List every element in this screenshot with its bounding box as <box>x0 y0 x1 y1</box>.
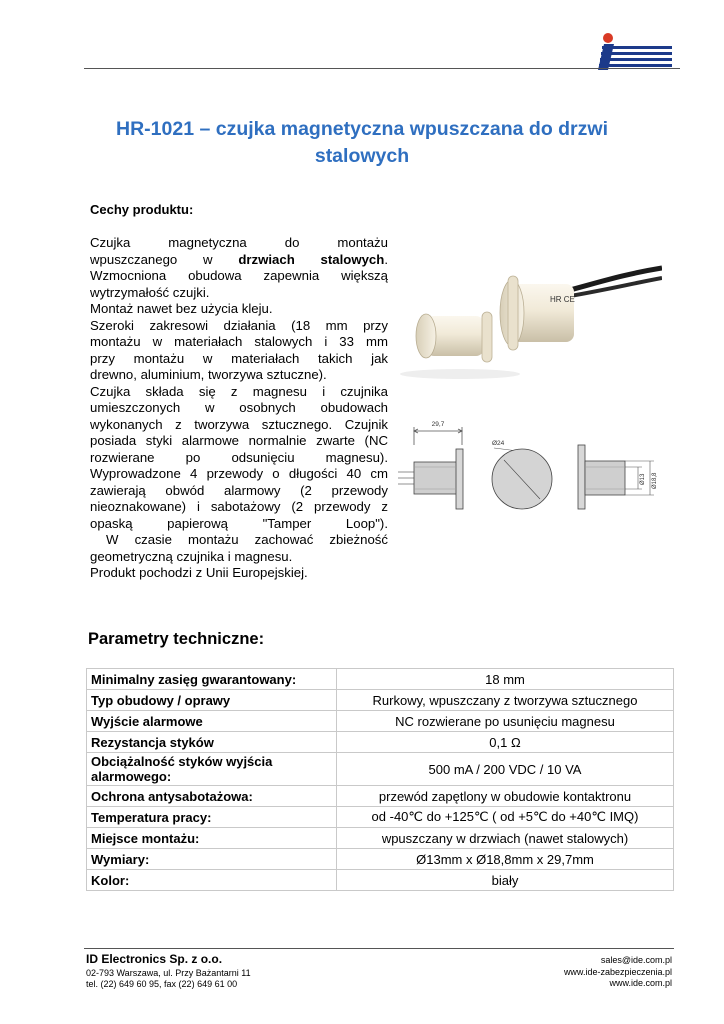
svg-text:Ø24: Ø24 <box>492 440 505 447</box>
page-title: HR-1021 – czujka magnetyczna wpuszczana do drzwi stalowych <box>116 118 608 167</box>
phone-line: tel. (22) 649 60 95, fax (22) 649 61 00 <box>86 979 238 989</box>
table-row <box>87 870 674 891</box>
param-value: 18 mm <box>337 669 674 690</box>
param-key: Miejsce montażu: <box>87 828 337 849</box>
param-key: Minimalny zasięg gwarantowany: <box>87 669 337 690</box>
table-row <box>87 753 674 786</box>
desc-line: przy montażu w materiałach takich jak <box>90 350 388 366</box>
desc-line: nieoznakowane) i sabotażowy (2 przewody z <box>90 499 388 514</box>
table-row <box>87 786 674 807</box>
desc-line: posiada styki alarmowe normalnie zwarte (NC <box>90 433 388 448</box>
desc-line: Wzmocniona obudowa zapewnia większą <box>90 268 388 283</box>
desc-line: wpuszczanego w drzwiach stalowych. <box>90 251 388 267</box>
params-heading: Parametry techniczne: <box>88 630 265 648</box>
table-row <box>87 669 674 690</box>
param-key: Typ obudowy / oprawy <box>87 690 337 711</box>
params-table <box>86 668 674 891</box>
technical-drawing <box>398 415 668 525</box>
table-row <box>87 828 674 849</box>
param-key: Temperatura pracy: <box>87 807 337 828</box>
features-heading: Cechy produktu: <box>90 202 194 217</box>
svg-text:29,7: 29,7 <box>431 421 445 428</box>
param-value: wpuszczany w drzwiach (nawet stalowych) <box>337 828 674 849</box>
param-key: Wyjście alarmowe <box>87 711 337 732</box>
desc-line: Szeroki zakresowi działania (18 mm przy <box>90 317 388 333</box>
param-value: NC rozwierane po usunięciu magnesu <box>337 711 674 732</box>
footer-contact <box>564 955 672 990</box>
desc-line: W czasie montażu zachować zbieżność <box>90 532 388 547</box>
svg-text:HR CE: HR CE <box>550 295 575 304</box>
desc-line: Czujka magnetyczna do montażu <box>90 235 388 250</box>
param-value: biały <box>337 870 674 891</box>
desc-line: geometryczną czujnika i magnesu. <box>90 548 293 564</box>
footer-address <box>86 968 251 990</box>
param-value: przewód zapętlony w obudowie kontaktronu <box>337 786 674 807</box>
desc-line: Montaż nawet bez użycia kleju. <box>90 301 273 316</box>
table-row <box>87 690 674 711</box>
desc-line: zawierają obwód alarmowy (2 przewody <box>90 482 388 498</box>
table-row <box>87 849 674 870</box>
ide-logo <box>598 28 676 72</box>
param-value: od -40℃ do +125℃ ( od +5℃ do +40℃ IMQ) <box>337 807 674 828</box>
table-row <box>87 732 674 753</box>
desc-line: umieszczonych w osobnych obudowach <box>90 400 388 415</box>
desc-line: opaską papierową "Tamper Loop"). <box>90 515 388 531</box>
param-value: Ø13mm x Ø18,8mm x 29,7mm <box>337 849 674 870</box>
desc-line: wytrzymałość czujki. <box>90 284 210 300</box>
table-row <box>87 807 674 828</box>
desc-line: montażu w materiałach stalowych i 33 mm <box>90 334 388 349</box>
param-value: Rurkowy, wpuszczany z tworzywa sztucznego <box>337 690 674 711</box>
table-row <box>87 711 674 732</box>
svg-text:Ø18,8: Ø18,8 <box>652 472 658 489</box>
desc-line: Produkt pochodzi z Unii Europejskiej. <box>90 565 308 580</box>
desc-line: drewno, aluminium, tworzywa sztuczne). <box>90 367 327 382</box>
desc-line: rozwierane po odsunięciu magnesu). <box>90 449 388 465</box>
header-divider <box>84 68 680 69</box>
svg-text:Ø13: Ø13 <box>640 473 646 485</box>
param-key: Ochrona antysabotażowa: <box>87 786 337 807</box>
footer-divider <box>84 948 674 949</box>
param-key: Rezystancja styków <box>87 732 337 753</box>
param-value: 0,1 Ω <box>337 732 674 753</box>
desc-line: Czujka składa się z magnesu i czujnika <box>90 383 388 399</box>
address-line: 02-793 Warszawa, ul. Przy Bażantarni 11 <box>86 968 251 978</box>
footer-company: ID Electronics Sp. z o.o. <box>86 952 223 966</box>
email-link[interactable]: sales@ide.com.pl <box>600 955 672 965</box>
param-key: Kolor: <box>87 870 337 891</box>
param-key: Obciążalność styków wyjścia alarmowego: <box>87 753 337 786</box>
desc-line: Wyprowadzone 4 przewody o długości 40 cm <box>90 466 388 481</box>
website-link[interactable]: www.ide-zabezpieczenia.pl <box>563 966 672 977</box>
product-photo <box>400 262 662 380</box>
desc-line: wykonanych z tworzywa sztucznego. Czujnik <box>90 416 388 432</box>
param-key: Wymiary: <box>87 849 337 870</box>
param-value: 500 mA / 200 VDC / 10 VA <box>337 753 674 786</box>
website-link[interactable]: www.ide.com.pl <box>609 978 672 988</box>
features-description <box>90 235 388 582</box>
